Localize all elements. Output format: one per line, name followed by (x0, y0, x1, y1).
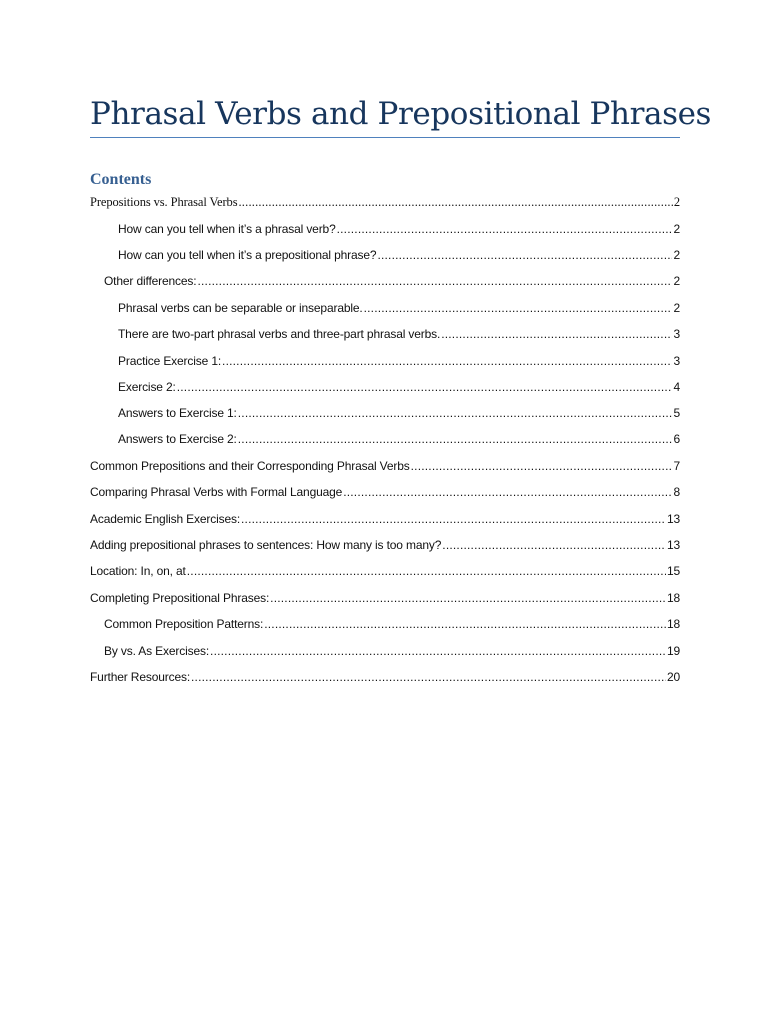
toc-entry-by-vs-as[interactable] (104, 644, 680, 659)
toc-page-number: 19 (666, 644, 680, 658)
toc-dot-leader (264, 617, 666, 632)
toc-entry-exercise-2[interactable] (118, 380, 680, 395)
toc-entry-text: There are two-part phrasal verbs and three-part phrasal verbs. (118, 327, 441, 341)
toc-page-number: 4 (673, 380, 680, 394)
toc-entry-prepositions-vs-phrasal-verbs[interactable] (90, 195, 680, 210)
toc-page-number: 20 (666, 670, 680, 684)
toc-page-number: 13 (666, 512, 680, 526)
toc-page-number: 2 (673, 274, 680, 288)
toc-page-number: 8 (673, 485, 680, 499)
toc-entry-answers-exercise-1[interactable] (118, 406, 680, 421)
toc-entry-text: Adding prepositional phrases to sentences: How many is too many? (90, 538, 442, 552)
toc-entry-practice-exercise-1[interactable] (118, 354, 680, 369)
toc-entry-common-prepositions[interactable] (90, 459, 680, 474)
toc-page-number: 2 (673, 248, 680, 262)
toc-dot-leader (343, 485, 672, 500)
document-title: Phrasal Verbs and Prepositional Phrases (90, 96, 712, 132)
toc-page-number: 3 (673, 354, 680, 368)
toc-dot-leader (177, 380, 673, 395)
toc-entry-text: Completing Prepositional Phrases: (90, 591, 270, 605)
toc-heading: Contents (90, 171, 152, 188)
toc-dot-leader (377, 248, 672, 263)
toc-entry-adding-prepositional-phrases[interactable] (90, 538, 680, 553)
toc-page-number: 5 (673, 406, 680, 420)
toc-entry-location[interactable] (90, 564, 680, 579)
toc-entry-text: Common Preposition Patterns: (104, 617, 264, 631)
toc-page-number: 6 (673, 432, 680, 446)
toc-entry-text: Practice Exercise 1: (118, 354, 222, 368)
toc-page-number: 13 (666, 538, 680, 552)
toc-dot-leader (241, 512, 666, 527)
toc-dot-leader (364, 301, 673, 316)
toc-dot-leader (238, 432, 673, 447)
toc-dot-leader (441, 327, 672, 342)
toc-entry-two-three-part[interactable] (118, 327, 680, 342)
toc-dot-leader (210, 644, 666, 659)
toc-entry-text: Answers to Exercise 1: (118, 406, 237, 420)
toc-entry-text: Exercise 2: (118, 380, 176, 394)
toc-page-number: 3 (673, 327, 680, 341)
toc-entry-text: Academic English Exercises: (90, 512, 241, 526)
toc-entry-text: Phrasal verbs can be separable or inseparable. (118, 301, 363, 315)
toc-page-number: 18 (666, 591, 680, 605)
toc-entry-prepositional-phrase-tell[interactable] (118, 248, 680, 263)
toc-dot-leader (222, 354, 672, 369)
toc-entry-further-resources[interactable] (90, 670, 680, 685)
toc-page-number: 7 (673, 459, 680, 473)
toc-page-number: 2 (673, 222, 680, 236)
toc-dot-leader (187, 564, 666, 579)
toc-dot-leader (238, 195, 672, 210)
toc-page-number: 2 (673, 301, 680, 315)
toc-page-number: 15 (666, 564, 680, 578)
toc-page-number: 2 (673, 195, 680, 209)
toc-entry-text: Prepositions vs. Phrasal Verbs (90, 195, 238, 209)
toc-entry-answers-exercise-2[interactable] (118, 432, 680, 447)
toc-dot-leader (238, 406, 673, 421)
toc-dot-leader (191, 670, 666, 685)
toc-dot-leader (442, 538, 666, 553)
toc-entry-text: Common Prepositions and their Corresponding Phrasal Verbs (90, 459, 410, 473)
toc-entry-comparing-formal-language[interactable] (90, 485, 680, 500)
toc-dot-leader (337, 222, 673, 237)
toc-entry-text: How can you tell when it’s a phrasal verb? (118, 222, 336, 236)
toc-entry-text: Comparing Phrasal Verbs with Formal Language (90, 485, 343, 499)
toc-dot-leader (197, 274, 672, 289)
toc-entry-academic-english[interactable] (90, 512, 680, 527)
toc-entry-text: Further Resources: (90, 670, 191, 684)
toc-entry-text: Answers to Exercise 2: (118, 432, 237, 446)
toc-dot-leader (270, 591, 666, 606)
toc-entry-other-differences[interactable] (104, 274, 680, 289)
toc-page-number: 18 (666, 617, 680, 631)
toc-entry-separable-inseparable[interactable] (118, 301, 680, 316)
toc-entry-completing-prepositional-phrases[interactable] (90, 591, 680, 606)
toc-entry-text: Other differences: (104, 274, 197, 288)
toc-dot-leader (411, 459, 673, 474)
toc-entry-text: Location: In, on, at (90, 564, 186, 578)
toc-entry-text: How can you tell when it’s a prepositional phrase? (118, 248, 377, 262)
toc-entry-common-preposition-patterns[interactable] (104, 617, 680, 632)
toc-entry-text: By vs. As Exercises: (104, 644, 210, 658)
toc-entry-phrasal-verb-tell[interactable] (118, 222, 680, 237)
